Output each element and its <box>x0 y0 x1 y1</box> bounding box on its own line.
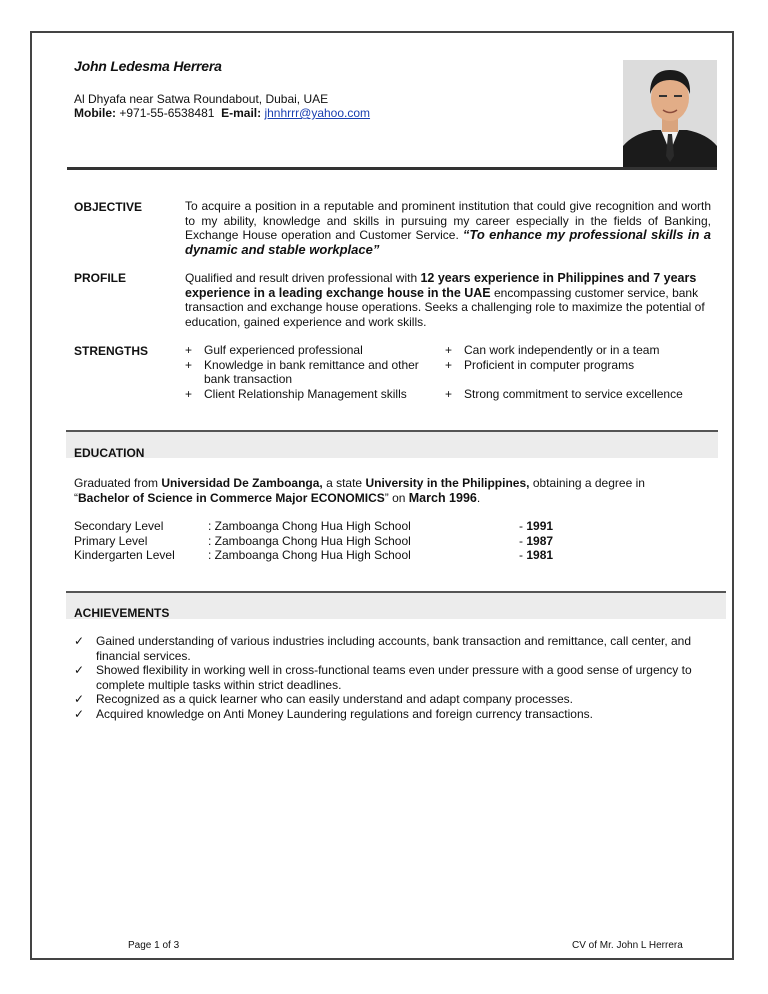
objective-text <box>185 199 711 257</box>
objective-emphasis: “To enhance my professional skills in a dynamic and stable workplace” <box>185 227 711 257</box>
table-row: - 1981 <box>519 548 554 562</box>
achievements-list <box>74 634 714 721</box>
checkmark-icon: ✓ <box>74 706 85 721</box>
email-link[interactable]: jhnhrrr@yahoo.com <box>264 106 371 120</box>
achievements-label: ACHIEVEMENTS <box>74 606 170 620</box>
profile-photo <box>623 60 717 168</box>
profile-intro: Qualified and result driven professional with <box>185 271 421 285</box>
education-label: EDUCATION <box>74 446 145 460</box>
plus-icon: + <box>445 386 453 401</box>
education-summary: Graduated from Universidad De Zamboanga, a state University in the Philippines, obtaining a degree in “Bachelor of Science in Commerce Major ECONOMICS” on March 1996. <box>74 476 645 505</box>
table-row: : Zamboanga Chong Hua High School <box>208 548 411 562</box>
contact-line <box>74 106 370 120</box>
table-row: : Zamboanga Chong Hua High School <box>208 533 411 548</box>
education-years <box>519 519 599 563</box>
profile-text <box>185 271 711 329</box>
plus-icon: + <box>445 343 453 357</box>
list-item: + Knowledge in bank remittance and other bank transaction <box>185 357 419 386</box>
strengths-label: STRENGTHS <box>74 344 149 358</box>
header-divider <box>67 167 717 170</box>
email-label: E-mail: <box>221 106 262 120</box>
table-row: - 1987 <box>519 533 554 548</box>
objective-label: OBJECTIVE <box>74 200 143 214</box>
checkmark-icon: ✓ <box>74 634 85 648</box>
table-row: Secondary Level <box>74 519 164 533</box>
profile-rest: encompassing customer service, bank transaction and exchange house operations. Seeks a challenging role to maximize the potential of education, gained experience and work skills. <box>185 285 705 329</box>
table-row: : Zamboanga Chong Hua High School <box>208 519 411 533</box>
list-item: + Client Relationship Management skills <box>185 386 407 401</box>
address: Al Dhyafa near Satwa Roundabout, Dubai, UAE <box>74 92 329 106</box>
education-levels <box>74 519 214 563</box>
plus-icon: + <box>185 386 193 401</box>
education-header-band <box>66 430 718 458</box>
profile-highlight: 12 years experience in Philippines and 7 years experience in a leading exchange house in the UAE <box>185 271 697 300</box>
plus-icon: + <box>185 343 193 357</box>
plus-icon: + <box>445 357 453 372</box>
list-item: ✓ Recognized as a quick learner who can easily understand and adapt company processes. <box>74 692 573 706</box>
list-item: + Proficient in computer programs <box>445 357 635 372</box>
mobile-label: Mobile: <box>74 106 116 120</box>
page-number: Page 1 of 3 <box>128 940 180 951</box>
list-item: ✓ Gained understanding of various industries including accounts, bank transaction and remittance, call center, and financial services. <box>74 634 692 663</box>
list-item: + Can work independently or in a team <box>445 343 660 357</box>
objective-body: To acquire a position in a reputable and prominent institution that could give recognition and worth to my ability, knowledge and skills in pursuing my career especially in the fields of Banking, Exchange House operation and Customer Service. <box>185 199 711 242</box>
portrait-icon <box>623 60 717 168</box>
mobile-value: +971-55-6538481 <box>119 106 215 120</box>
profile-label: PROFILE <box>74 271 127 285</box>
list-item: ✓ Acquired knowledge on Anti Money Laundering regulations and foreign currency transactions. <box>74 706 593 721</box>
table-row: - 1991 <box>519 519 554 533</box>
checkmark-icon: ✓ <box>74 663 85 677</box>
footer-cv-label: CV of Mr. John L Herrera <box>572 940 683 951</box>
list-item: + Gulf experienced professional <box>185 343 363 357</box>
plus-icon: + <box>185 357 193 372</box>
table-row: Primary Level <box>74 533 148 548</box>
strengths-left-list <box>185 343 430 401</box>
education-schools <box>208 519 488 563</box>
checkmark-icon: ✓ <box>74 692 85 706</box>
candidate-name: John Ledesma Herrera <box>74 58 222 74</box>
list-item: + Strong commitment to service excellence <box>445 386 683 401</box>
list-item: ✓ Showed flexibility in working well in cross-functional teams even under pressure with a good sense of urgency to complete multiple tasks within strict deadlines. <box>74 663 692 692</box>
strengths-right-list <box>445 343 715 401</box>
table-row: Kindergarten Level <box>74 548 175 562</box>
